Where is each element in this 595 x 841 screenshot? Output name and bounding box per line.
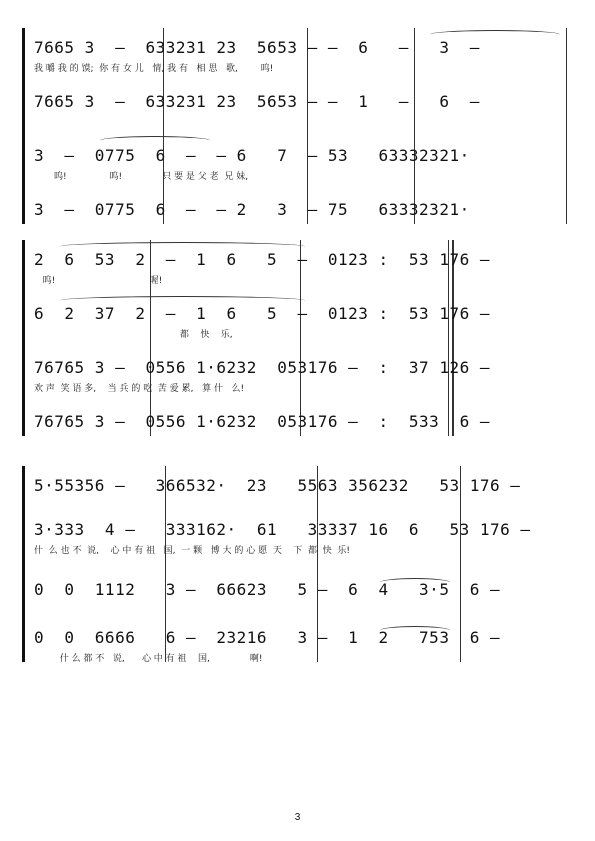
voice-row-1 (0, 474, 595, 518)
voice-row-1 (0, 248, 595, 292)
notation: 76765 3 — 0556 1·6232 053176 — : 533 6 — (34, 412, 490, 431)
voice-row-3 (0, 578, 595, 622)
notation: 7665 3 — 633231 23 5653 — — 1 — 6 — (34, 92, 480, 111)
voice-row-4 (0, 626, 595, 670)
slur (380, 578, 450, 587)
notation: 2 6 53 2 — 1 6 5 — 0123 : 53 176 — (34, 250, 490, 269)
page-number: 3 (294, 812, 301, 823)
voice-row-4 (0, 198, 595, 242)
voice-row-1 (0, 36, 595, 80)
notation: 76765 3 — 0556 1·6232 053176 — : 37 126 — (34, 358, 490, 377)
slur (60, 296, 305, 305)
notation: 7665 3 — 633231 23 5653 — — 6 — 3 — (34, 38, 480, 57)
slur (380, 626, 450, 635)
lyric-line: 呜! 喔! (34, 276, 163, 286)
lyric-line: 都 快 乐, (34, 330, 233, 340)
notation: 3 — 0775 6 — — 6 7 — 53 63332321· (34, 146, 470, 165)
voice-row-3 (0, 356, 595, 400)
notation: 3 — 0775 6 — — 2 3 — 75 63332321· (34, 200, 470, 219)
voice-row-2 (0, 302, 595, 346)
lyric-line: 我 嚼 我 的 馍; 你 有 女 儿 情, 我 有 相 思 歌, 呜! (34, 64, 274, 74)
notation: 6 2 37 2 — 1 6 5 — 0123 : 53 176 — (34, 304, 490, 323)
notation: 3·333 4 — 333162· 61 33337 16 6 53 176 — (34, 520, 531, 539)
slur (60, 242, 305, 251)
voice-row-3 (0, 144, 595, 188)
lyric-line: 欢 声 笑 语 多, 当 兵 的 吃 苦 爱 累, 算 什 么! (34, 384, 245, 394)
slur (100, 136, 210, 145)
lyric-line: 什 么 也 不 说, 心 中 有 祖 国, 一 颗 博 大 的 心 愿 天 下 都 快 乐! (34, 546, 351, 556)
slur (430, 30, 560, 39)
lyric-line: 呜! 呜! 只 要 是 父 老 兄 妹, (34, 172, 249, 182)
voice-row-4 (0, 410, 595, 454)
notation: 0 0 6666 6 — 23216 3 — 1 2 753 6 — (34, 628, 501, 647)
notation: 5·55356 — 366532· 23 5563 356232 53 176 — (34, 476, 521, 495)
voice-row-2 (0, 90, 595, 134)
lyric-line: 什 么 都 不 说, 心 中 有 祖 国, 啊! (34, 654, 263, 664)
notation: 0 0 1112 3 — 66623 5 — 6 4 3·5 6 — (34, 580, 501, 599)
voice-row-2 (0, 518, 595, 562)
